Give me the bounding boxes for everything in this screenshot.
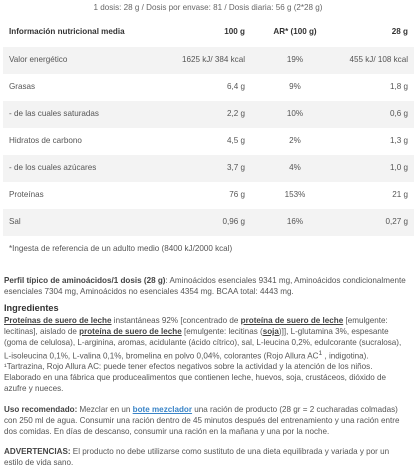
table-row (3, 101, 414, 128)
row-reference-intake: 16% (251, 209, 339, 236)
row-label: - de los cuales azúcares (3, 155, 165, 182)
amino-profile (4, 276, 408, 298)
row-per-serving: 1,3 g (339, 128, 414, 155)
nutrition-table-header (3, 17, 414, 47)
row-label: Proteínas (3, 182, 165, 209)
row-label: Grasas (3, 74, 165, 101)
header-nutrient: Información nutricional media (9, 26, 125, 36)
row-per-100g: 0,96 g (165, 209, 251, 236)
ingredient-allergen: proteína de suero de leche (79, 326, 182, 336)
ingredient-text: )]], L-glutamina 3%, espesante (goma de celulosa), L-arginina, aromas, acidulante (ácido cítrico), sal, L-leucina 0,2%, edulcorante (sucralosa), L-isoleucina 0,1%, L-valina 0,1%, bromelina en polvo 0,04%, colorantes (Rojo Allura AC (4, 326, 402, 361)
warnings-text: El producto no debe utilizarse como sustituto de una dieta equilibrada y variada y por un estilo de vida sano. (4, 447, 390, 467)
serving-info-line: 1 dosis: 28 g / Dosis por envase: 81 / Dosis diaria: 56 g (2*28 g) (93, 3, 323, 12)
table-row (3, 155, 414, 182)
row-per-100g: 3,7 g (165, 155, 251, 182)
warnings-label: ADVERTENCIAS: (4, 447, 71, 456)
shaker-link[interactable]: bote mezclador (132, 405, 193, 414)
row-per-serving: 0,27 g (339, 209, 414, 236)
row-per-100g: 2,2 g (165, 101, 251, 128)
header-per-100g: 100 g (224, 26, 245, 36)
colorant-warning: ¹Tartrazina, Rojo Allura AC: puede tener efectos negativos sobre la actividad y la atención de los niños. (4, 362, 373, 372)
table-row (3, 182, 414, 209)
row-label: Sal (3, 209, 165, 236)
header-per-serving: 28 g (391, 26, 408, 36)
table-row (3, 47, 414, 74)
row-per-serving: 1,8 g (339, 74, 414, 101)
row-reference-intake: 153% (251, 182, 339, 209)
table-footnote-row (3, 236, 414, 263)
row-reference-intake: 19% (251, 47, 339, 74)
row-per-serving: 0,6 g (339, 101, 414, 128)
row-per-serving: 21 g (339, 182, 414, 209)
ingredients-heading: Ingredientes (4, 303, 59, 313)
table-row (3, 128, 414, 155)
row-per-serving: 1,0 g (339, 155, 414, 182)
ingredient-text: [emulgente: lecitinas ( (181, 326, 263, 336)
row-reference-intake: 4% (251, 155, 339, 182)
row-reference-intake: 2% (251, 128, 339, 155)
row-label: - de las cuales saturadas (3, 101, 165, 128)
row-per-100g: 6,4 g (165, 74, 251, 101)
ingredient-allergen: Proteínas de suero de leche (4, 316, 112, 325)
table-row (3, 209, 414, 236)
ingredient-allergen: soja (262, 326, 279, 336)
usage-section (4, 405, 408, 438)
row-per-100g: 1625 kJ/ 384 kcal (165, 47, 251, 74)
amino-text: : Aminoácidos esenciales 9341 mg, Aminoácidos condicionalmente esenciales 7304 mg, Aminoácidos no esenciales 4354 mg. BCAA total: 4443 mg. (4, 276, 406, 296)
ingredient-text: instantáneas 92% [concentrado de (111, 316, 241, 325)
ingredient-text: , indigotina). (322, 351, 369, 361)
row-reference-intake: 9% (251, 74, 339, 101)
row-per-serving: 455 kJ/ 108 kcal (339, 47, 414, 74)
table-row (3, 74, 414, 101)
ingredient-allergen: proteína de suero de leche (240, 316, 344, 325)
allergen-facility-note: Elaborado en una fábrica que produceal​imentos que contienen leche, huevos, soja, crustáceos, dióxido de azufre y nueces. (4, 373, 387, 394)
table-footnote: *Ingesta de referencia de un adulto medio (8400 kJ/2000 kcal) (3, 236, 414, 263)
usage-text: Mezclar en un (77, 405, 133, 414)
header-reference-intake: AR* (100 g) (273, 26, 317, 36)
usage-label: Uso recomendado: (4, 405, 78, 414)
footnote-marker: 1 (318, 349, 323, 357)
usage-text: una ración de producto (28 gr = 2 cucharadas colmadas) con 250 ml de agua. Consumir una ración dentro de 45 minutos después del entrenamiento y una ración entre dos comidas. En días de descanso, consumir una ración en la mañana y una por la noche. (4, 405, 400, 436)
row-label: Valor energético (3, 47, 165, 74)
amino-label: Perfil típico de aminoácidos/1 dosis (28 g) (4, 276, 166, 285)
row-per-100g: 4,5 g (165, 128, 251, 155)
nutrition-table (3, 17, 414, 263)
ingredient-text: [emulgente: lecitinas], aislado de (4, 316, 388, 336)
row-per-100g: 76 g (165, 182, 251, 209)
row-reference-intake: 10% (251, 101, 339, 128)
ingredients-text (4, 316, 408, 395)
row-label: Hidratos de carbono (3, 128, 165, 155)
warnings-section (4, 447, 408, 469)
